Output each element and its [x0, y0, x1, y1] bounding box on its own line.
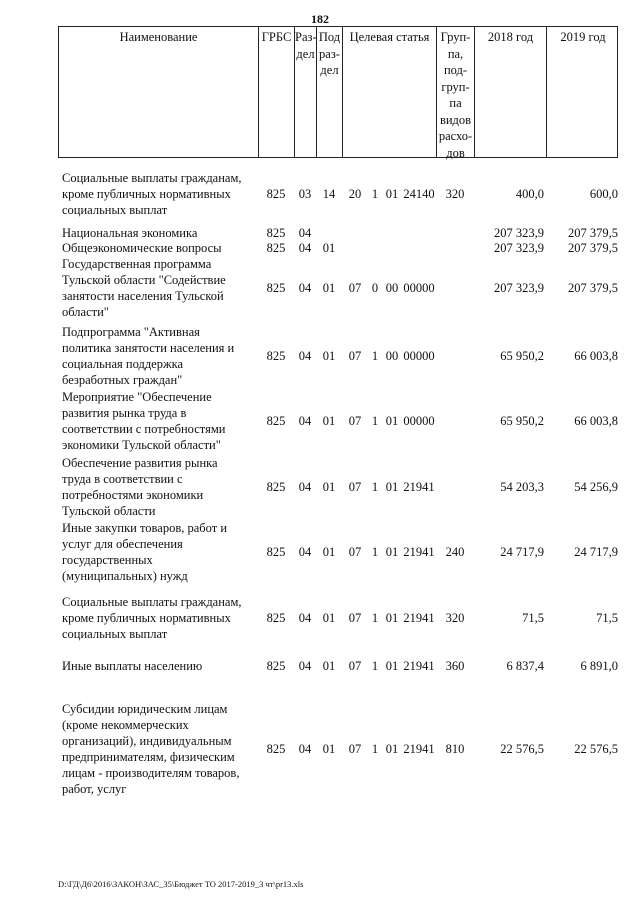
row-value-2019: 207 379,5: [568, 226, 618, 240]
row-name: Социальные выплаты гражданам, кроме публичных нормативных социальных выплат: [62, 171, 242, 217]
row-expense-type: 320: [445, 611, 465, 625]
row-grbs: 825: [266, 226, 286, 240]
row-podrazdel: 01: [322, 349, 336, 363]
row-expense-type: 360: [445, 659, 465, 673]
row-razdel: 04: [298, 545, 312, 559]
table-row: [0, 455, 640, 519]
row-podrazdel: 01: [322, 480, 336, 494]
row-grbs: 825: [266, 742, 286, 756]
row-razdel: 04: [298, 480, 312, 494]
row-value-2018: 207 323,9: [494, 241, 544, 255]
row-target-event: 01: [385, 611, 399, 625]
row-value-2018: 65 950,2: [500, 414, 544, 428]
row-name: Мероприятие "Обеспечение развития рынка труда в соответствии с потребностями экономики Тульской области": [62, 390, 226, 452]
row-target-subprogram: 1: [371, 480, 379, 494]
row-target-event: 01: [385, 414, 399, 428]
row-value-2019: 22 576,5: [574, 742, 618, 756]
row-value-2019: 207 379,5: [568, 281, 618, 295]
row-name: Иные выплаты населению: [62, 659, 203, 673]
row-target-subprogram: 1: [371, 545, 379, 559]
row-name: Общеэкономические вопросы: [62, 241, 222, 255]
row-value-2018: 6 837,4: [506, 659, 544, 673]
row-name: Обеспечение развития рынка труда в соответствии с потребностями экономики Тульской области: [62, 456, 218, 518]
row-target-subprogram: 1: [371, 611, 379, 625]
row-podrazdel: 01: [322, 414, 336, 428]
row-target-subprogram: 1: [371, 414, 379, 428]
row-podrazdel: 01: [322, 281, 336, 295]
table-header: [58, 26, 618, 158]
row-value-2019: 66 003,8: [574, 349, 618, 363]
table-row: [0, 256, 640, 320]
row-value-2019: 66 003,8: [574, 414, 618, 428]
row-value-2018: 22 576,5: [500, 742, 544, 756]
row-target-program: 07: [348, 349, 362, 363]
row-razdel: 03: [298, 187, 312, 201]
row-value-2019: 207 379,5: [568, 241, 618, 255]
row-target-direction: 21941: [403, 611, 435, 625]
row-target-subprogram: 1: [371, 742, 379, 756]
row-value-2018: 54 203,3: [500, 480, 544, 494]
row-name: Подпрограмма "Активная политика занятости населения и социальная поддержка безработных граждан": [62, 325, 235, 387]
row-target-subprogram: 0: [371, 281, 379, 295]
row-grbs: 825: [266, 480, 286, 494]
row-target-event: 01: [385, 742, 399, 756]
row-value-2019: 24 717,9: [574, 545, 618, 559]
row-target-event: 00: [385, 349, 399, 363]
row-razdel: 04: [298, 659, 312, 673]
row-name: Иные закупки товаров, работ и услуг для обеспечения государственных (муниципальных) нужд: [62, 521, 228, 583]
row-target-direction: 21941: [403, 480, 435, 494]
row-value-2018: 24 717,9: [500, 545, 544, 559]
row-target-direction: 00000: [403, 281, 435, 295]
row-grbs: 825: [266, 659, 286, 673]
row-target-program: 07: [348, 611, 362, 625]
row-value-2019: 71,5: [596, 611, 618, 625]
header-grbs: ГРБС: [259, 27, 295, 157]
header-razdel: Раз- дел: [295, 27, 317, 157]
row-target-event: 01: [385, 659, 399, 673]
row-value-2019: 6 891,0: [580, 659, 618, 673]
row-target-event: 01: [385, 480, 399, 494]
header-name: Наименование: [59, 27, 259, 157]
page-number: 182: [311, 12, 329, 26]
row-expense-type: 810: [445, 742, 465, 756]
row-podrazdel: 14: [322, 187, 336, 201]
row-target-subprogram: 1: [371, 349, 379, 363]
row-target-direction: 24140: [403, 187, 435, 201]
row-razdel: 04: [298, 611, 312, 625]
file-path-footer: D:\ГД\Д6\2016\ЗАКОН\ЗАС_35\Бюджет ТО 2017-2019_3 чт\рr13.xls: [58, 879, 304, 889]
header-podrazdel: Под раз- дел: [317, 27, 343, 157]
row-grbs: 825: [266, 414, 286, 428]
row-razdel: 04: [298, 349, 312, 363]
table-row: [0, 701, 640, 797]
header-expense-type: Груп- па, под- груп- па видов расхо- дов: [437, 27, 475, 157]
row-target-direction: 00000: [403, 349, 435, 363]
row-value-2019: 600,0: [589, 187, 618, 201]
row-grbs: 825: [266, 611, 286, 625]
row-name: Национальная экономика: [62, 226, 198, 240]
row-target-direction: 21941: [403, 742, 435, 756]
row-value-2018: 207 323,9: [494, 281, 544, 295]
row-grbs: 825: [266, 349, 286, 363]
row-target-program: 20: [348, 187, 362, 201]
row-grbs: 825: [266, 281, 286, 295]
row-target-subprogram: 1: [371, 187, 379, 201]
row-target-program: 07: [348, 742, 362, 756]
row-razdel: 04: [298, 226, 312, 240]
row-value-2018: 207 323,9: [494, 226, 544, 240]
row-expense-type: 320: [445, 187, 465, 201]
row-target-program: 07: [348, 414, 362, 428]
row-target-event: 01: [385, 187, 399, 201]
row-name: Субсидии юридическим лицам (кроме некоммерческих организаций), индивидуальным предпринимателям, физическим лицам - производителям товаров, работ, услуг: [62, 702, 240, 796]
row-name: Государственная программа Тульской области "Содействие занятости населения Тульской области": [62, 257, 226, 319]
row-podrazdel: 01: [322, 659, 336, 673]
row-razdel: 04: [298, 742, 312, 756]
row-value-2018: 71,5: [522, 611, 544, 625]
row-target-program: 07: [348, 659, 362, 673]
table-row: [0, 170, 640, 218]
row-target-event: 01: [385, 545, 399, 559]
row-podrazdel: 01: [322, 742, 336, 756]
row-target-direction: 21941: [403, 659, 435, 673]
row-grbs: 825: [266, 187, 286, 201]
row-razdel: 04: [298, 241, 312, 255]
row-target-program: 07: [348, 480, 362, 494]
row-grbs: 825: [266, 241, 286, 255]
row-target-program: 07: [348, 545, 362, 559]
row-target-program: 07: [348, 281, 362, 295]
row-target-subprogram: 1: [371, 659, 379, 673]
row-podrazdel: 01: [322, 241, 336, 255]
row-target-event: 00: [385, 281, 399, 295]
row-value-2018: 65 950,2: [500, 349, 544, 363]
row-podrazdel: 01: [322, 545, 336, 559]
row-value-2018: 400,0: [515, 187, 544, 201]
header-target-article: Целевая статья: [343, 27, 437, 157]
table-row: [0, 324, 640, 388]
table-row: [0, 520, 640, 584]
table-row: [0, 594, 640, 642]
row-grbs: 825: [266, 545, 286, 559]
header-2019: 2019 год: [560, 30, 606, 44]
table-row: [0, 389, 640, 453]
table-row: [0, 658, 640, 674]
table-row: [0, 225, 640, 241]
row-razdel: 04: [298, 414, 312, 428]
row-podrazdel: 01: [322, 611, 336, 625]
row-expense-type: 240: [445, 545, 465, 559]
table-row: [0, 240, 640, 256]
row-target-direction: 21941: [403, 545, 435, 559]
header-2018: 2018 год: [475, 27, 547, 157]
row-value-2019: 54 256,9: [574, 480, 618, 494]
row-name: Социальные выплаты гражданам, кроме публичных нормативных социальных выплат: [62, 595, 242, 641]
row-target-direction: 00000: [403, 414, 435, 428]
row-razdel: 04: [298, 281, 312, 295]
